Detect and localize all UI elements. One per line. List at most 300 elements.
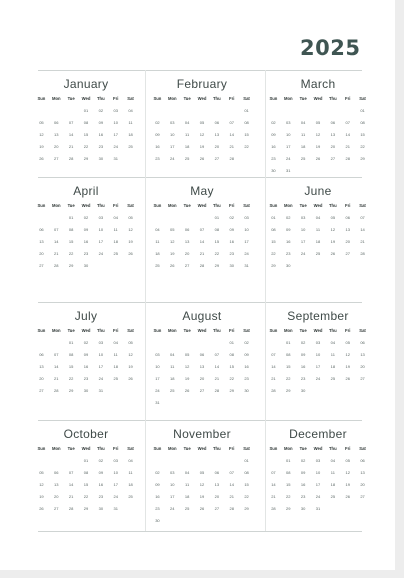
day-cell: 20 [214,144,220,149]
day-cell: 13 [330,132,336,137]
empty-cell [266,105,281,117]
day-cell: 19 [199,144,205,149]
day-cell: 02 [300,458,306,463]
weekday-header [150,446,254,452]
day-cell: 02 [155,470,160,475]
day-cell: 14 [271,364,276,369]
day-cell: 24 [286,156,291,161]
day-cell: 02 [98,458,104,463]
day-cell: 09 [300,352,306,357]
day-cell: 23 [300,494,306,499]
month-july [34,309,138,397]
day-cell: 10 [98,352,104,357]
weekday-label: Sat [243,203,250,208]
day-cell: 25 [184,506,190,511]
day-cell: 18 [330,364,336,369]
day-cell: 11 [315,227,321,232]
day-cell: 09 [286,227,291,232]
weekday-label: Fri [113,446,119,451]
day-cell: 23 [300,376,306,381]
day-cell: 29 [214,263,220,268]
day-cell: 14 [54,239,59,244]
day-cell: 21 [271,376,276,381]
day-cell: 20 [54,144,59,149]
day-cell: 14 [229,482,234,487]
weekday-label: Fri [345,328,351,333]
day-cell: 13 [39,239,44,244]
day-cell: 01 [214,215,220,220]
weekday-label: Thu [329,446,337,451]
weekday-label: Fri [113,96,119,101]
day-cell: 03 [170,120,175,125]
day-cell: 26 [184,388,190,393]
weekday-label: Sun [37,328,46,333]
weekday-label: Sat [359,96,366,101]
weekday-label: Mon [167,96,177,101]
day-cell: 15 [214,239,220,244]
day-cell: 17 [113,132,118,137]
empty-cell [209,455,224,467]
weekday-label: Tue [67,203,75,208]
day-cell: 20 [39,251,44,256]
day-cell: 07 [271,352,276,357]
day-cell: 15 [360,132,365,137]
day-cell: 12 [39,482,44,487]
weekday-label: Thu [97,96,105,101]
day-cell: 19 [345,364,350,369]
row-divider [38,70,362,71]
month-august [150,309,254,409]
day-cell: 04 [330,458,336,463]
day-cell: 24 [170,506,175,511]
weekday-header [266,96,370,102]
day-cell: 28 [271,506,276,511]
day-cell: 11 [113,227,118,232]
day-cell: 16 [300,482,306,487]
weekday-label: Wed [81,446,91,451]
day-cell: 22 [83,494,89,499]
empty-cell [64,105,79,117]
day-cell: 24 [300,251,306,256]
day-cell: 26 [128,251,133,256]
day-cell: 07 [68,120,74,125]
day-cell: 15 [83,482,89,487]
day-cell: 29 [286,388,291,393]
day-cell: 08 [286,352,291,357]
day-cell: 18 [113,239,118,244]
day-cell: 28 [360,251,365,256]
day-cell: 10 [113,470,118,475]
day-cell: 24 [170,156,175,161]
month-grid [37,70,366,532]
day-cell: 03 [98,215,104,220]
day-cell: 22 [244,144,249,149]
day-cell: 11 [185,132,190,137]
day-cell: 17 [98,239,104,244]
day-cell: 02 [286,215,291,220]
day-cell: 22 [229,376,234,381]
day-cell: 29 [271,263,276,268]
day-cell: 01 [271,215,276,220]
day-cell: 03 [315,340,321,345]
empty-cell [165,337,180,349]
day-cell: 30 [300,506,306,511]
day-cell: 28 [345,156,350,161]
weekday-label: Mon [283,328,293,333]
day-cell: 18 [330,482,336,487]
day-cell: 11 [330,470,335,475]
month-name: May [190,184,214,198]
day-cell: 28 [54,388,59,393]
day-cell: 22 [360,144,365,149]
day-cell: 26 [128,376,133,381]
day-cell: 09 [244,352,249,357]
empty-cell [311,105,326,117]
day-cell: 26 [39,506,44,511]
day-cell: 16 [244,364,249,369]
day-cell: 11 [113,352,118,357]
weekday-label: Sat [127,96,134,101]
day-cell: 24 [315,376,321,381]
day-cell: 04 [128,108,133,113]
day-cell: 08 [68,352,74,357]
day-cell: 05 [345,458,350,463]
day-cell: 06 [184,227,190,232]
weekday-label: Sat [359,328,366,333]
month-may [150,184,254,272]
day-grid [266,337,370,397]
day-cell: 17 [286,144,291,149]
weekday-label: Sat [127,446,134,451]
day-cell: 21 [214,376,220,381]
month-name: January [63,77,109,91]
day-cell: 20 [54,494,59,499]
day-cell: 16 [155,494,160,499]
day-cell: 14 [199,239,205,244]
day-grid [150,337,254,409]
day-cell: 06 [330,120,336,125]
empty-cell [49,455,64,467]
day-cell: 09 [271,132,276,137]
day-cell: 25 [170,388,175,393]
weekday-label: Sat [243,96,250,101]
day-cell: 14 [68,482,74,487]
day-cell: 19 [39,144,44,149]
day-cell: 14 [68,132,74,137]
empty-cell [266,337,281,349]
day-cell: 25 [155,263,160,268]
month-name: November [173,427,231,441]
day-cell: 23 [271,156,276,161]
day-cell: 13 [199,364,205,369]
weekday-label: Fri [345,446,351,451]
day-cell: 01 [68,215,74,220]
day-cell: 18 [155,251,160,256]
day-cell: 21 [360,239,365,244]
weekday-label: Mon [283,203,293,208]
day-cell: 21 [229,144,234,149]
day-cell: 29 [229,388,234,393]
day-cell: 25 [113,251,118,256]
day-cell: 13 [345,227,350,232]
day-cell: 04 [184,470,190,475]
empty-cell [180,105,195,117]
weekday-label: Fri [229,96,235,101]
day-cell: 01 [244,108,249,113]
day-cell: 24 [315,494,321,499]
day-cell: 26 [199,506,205,511]
month-name: March [300,77,336,91]
day-cell: 12 [199,132,205,137]
day-cell: 18 [300,144,306,149]
day-cell: 07 [199,227,205,232]
day-cell: 05 [39,470,44,475]
day-cell: 31 [113,156,118,161]
day-cell: 16 [271,144,276,149]
day-cell: 04 [170,352,175,357]
day-cell: 01 [229,340,234,345]
day-cell: 14 [214,364,220,369]
weekday-label: Wed [313,328,323,333]
day-cell: 08 [68,227,74,232]
empty-cell [224,105,239,117]
day-cell: 15 [68,364,74,369]
day-cell: 03 [170,470,175,475]
day-cell: 27 [54,506,59,511]
weekday-label: Tue [299,96,307,101]
weekday-header [266,203,370,209]
day-cell: 09 [300,470,306,475]
day-cell: 09 [83,227,89,232]
day-cell: 15 [271,239,276,244]
day-cell: 11 [128,470,133,475]
day-cell: 02 [155,120,160,125]
day-cell: 13 [360,470,365,475]
day-cell: 07 [345,120,350,125]
day-grid [34,212,138,272]
day-cell: 10 [170,132,175,137]
weekday-label: Thu [97,446,105,451]
weekday-header [266,446,370,452]
empty-cell [49,212,64,224]
month-name: April [73,184,99,198]
day-cell: 25 [128,144,133,149]
day-cell: 16 [229,239,234,244]
row-divider [38,420,362,421]
day-cell: 09 [229,227,234,232]
day-cell: 06 [214,470,220,475]
weekday-label: Wed [197,446,207,451]
day-cell: 21 [68,494,74,499]
day-cell: 06 [360,340,365,345]
month-october [34,427,138,515]
day-cell: 29 [244,506,249,511]
day-cell: 22 [83,144,89,149]
day-cell: 27 [360,494,365,499]
day-cell: 19 [128,364,133,369]
weekday-label: Fri [345,203,351,208]
day-cell: 05 [315,120,321,125]
day-cell: 10 [244,227,249,232]
empty-cell [224,455,239,467]
day-cell: 22 [68,376,74,381]
day-cell: 28 [199,263,205,268]
weekday-header [34,96,138,102]
weekday-label: Thu [329,328,337,333]
day-cell: 07 [271,470,276,475]
day-cell: 17 [98,364,104,369]
day-cell: 06 [199,352,205,357]
empty-cell [325,105,340,117]
weekday-label: Thu [213,203,221,208]
weekday-label: Fri [113,328,119,333]
day-cell: 04 [300,120,306,125]
day-cell: 24 [113,494,118,499]
day-cell: 21 [54,376,59,381]
weekday-label: Fri [229,446,235,451]
day-cell: 19 [184,376,190,381]
day-cell: 13 [184,239,190,244]
weekday-label: Wed [197,328,207,333]
month-april [34,184,138,272]
day-cell: 10 [315,470,321,475]
day-cell: 23 [229,251,234,256]
weekday-label: Sun [153,203,162,208]
weekday-label: Sun [269,96,278,101]
day-cell: 02 [300,340,306,345]
day-grid [34,105,138,165]
day-cell: 11 [330,352,335,357]
day-cell: 02 [98,108,104,113]
weekday-label: Mon [167,203,177,208]
day-cell: 11 [128,120,133,125]
day-grid [266,455,370,515]
day-cell: 07 [229,470,234,475]
weekday-label: Thu [329,203,337,208]
day-cell: 31 [113,506,118,511]
day-cell: 27 [360,376,365,381]
weekday-label: Wed [197,203,207,208]
day-cell: 22 [286,494,291,499]
day-cell: 17 [300,239,306,244]
day-cell: 20 [360,482,365,487]
column-divider [145,70,146,531]
weekday-label: Sat [359,203,366,208]
weekday-label: Thu [213,446,221,451]
day-cell: 17 [113,482,118,487]
day-cell: 09 [155,132,160,137]
day-cell: 07 [68,470,74,475]
day-cell: 26 [315,156,321,161]
day-grid [150,455,254,527]
empty-cell [281,105,296,117]
day-cell: 12 [345,470,350,475]
empty-cell [165,212,180,224]
month-name: July [74,309,98,323]
empty-cell [165,455,180,467]
empty-cell [180,337,195,349]
day-cell: 22 [214,251,220,256]
day-cell: 23 [98,144,104,149]
month-name: December [289,427,347,441]
day-cell: 29 [360,156,365,161]
weekday-label: Mon [283,446,293,451]
day-cell: 14 [360,227,365,232]
weekday-label: Mon [167,328,177,333]
day-cell: 08 [214,227,220,232]
day-cell: 09 [155,482,160,487]
day-cell: 27 [214,506,220,511]
day-cell: 31 [155,400,160,405]
row-divider [38,531,362,532]
day-cell: 28 [229,506,234,511]
empty-cell [150,105,165,117]
day-cell: 03 [315,458,321,463]
day-cell: 08 [229,352,234,357]
day-cell: 17 [155,376,160,381]
day-cell: 29 [68,263,74,268]
day-cell: 17 [315,482,321,487]
day-cell: 17 [170,494,175,499]
day-cell: 07 [54,227,59,232]
day-cell: 23 [286,251,291,256]
day-cell: 17 [244,239,249,244]
day-cell: 20 [214,494,220,499]
weekday-label: Mon [51,328,61,333]
day-cell: 10 [113,120,118,125]
day-cell: 30 [155,518,160,523]
row-divider [38,302,362,303]
day-cell: 01 [68,340,74,345]
weekday-label: Sat [243,328,250,333]
weekday-label: Tue [183,96,191,101]
day-cell: 04 [315,215,321,220]
month-name: June [304,184,332,198]
weekday-label: Mon [51,96,61,101]
empty-cell [165,105,180,117]
day-cell: 21 [271,494,276,499]
day-cell: 19 [315,144,321,149]
day-cell: 03 [300,215,306,220]
day-cell: 16 [98,132,104,137]
day-cell: 12 [345,352,350,357]
day-cell: 01 [83,458,89,463]
weekday-header [34,328,138,334]
empty-cell [340,105,355,117]
day-cell: 12 [184,364,190,369]
day-cell: 08 [286,470,291,475]
weekday-label: Wed [81,328,91,333]
day-cell: 23 [83,251,89,256]
day-cell: 18 [170,376,175,381]
month-name: February [176,77,228,91]
day-cell: 10 [170,482,175,487]
day-cell: 21 [199,251,205,256]
day-cell: 14 [345,132,350,137]
weekday-label: Thu [97,328,105,333]
weekday-header [150,96,254,102]
weekday-label: Sun [269,446,278,451]
day-cell: 15 [229,364,234,369]
weekday-label: Tue [183,446,191,451]
weekday-label: Mon [51,203,61,208]
month-december [266,427,370,515]
day-cell: 15 [244,482,249,487]
day-cell: 19 [199,494,205,499]
day-cell: 27 [345,251,350,256]
day-cell: 26 [345,376,350,381]
weekday-label: Wed [313,446,323,451]
